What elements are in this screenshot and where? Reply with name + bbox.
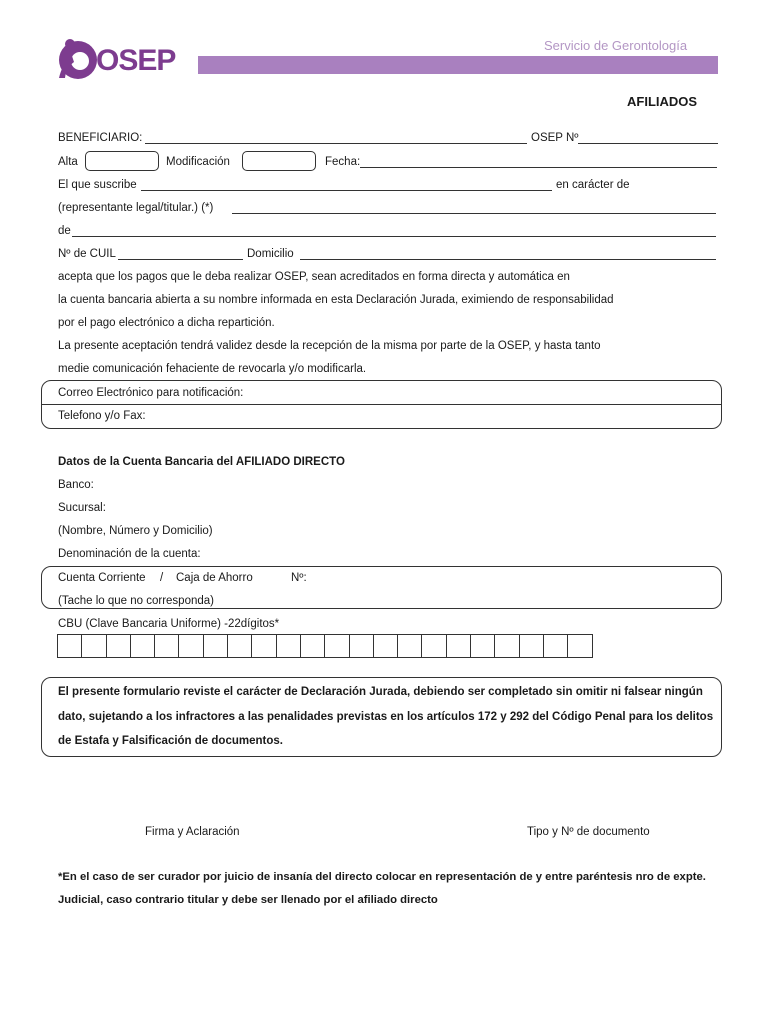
el-que-suscribe-field[interactable] xyxy=(141,190,552,191)
domicilio-label: Domicilio xyxy=(247,248,294,260)
footnote-line-1: *En el caso de ser curador por juicio de insanía del directo colocar en representación de y entre paréntesis nro de expte. xyxy=(58,871,706,883)
telefono-label: Telefono y/o Fax: xyxy=(58,410,146,422)
cbu-digit-cell[interactable] xyxy=(130,634,155,658)
osep-no-field[interactable] xyxy=(578,143,718,144)
paragraph-line-2: la cuenta bancaria abierta a su nombre informada en esta Declaración Jurada, eximiendo de responsabilidad xyxy=(58,294,614,306)
osep-no-label: OSEP Nº xyxy=(531,132,579,144)
representante-label: (representante legal/titular.) (*) xyxy=(58,202,214,214)
header-bar xyxy=(198,56,718,74)
cbu-digit-cell[interactable] xyxy=(154,634,179,658)
cbu-digit-cell[interactable] xyxy=(567,634,592,658)
nombre-numero-label: (Nombre, Número y Domicilio) xyxy=(58,525,213,537)
sucursal-label: Sucursal: xyxy=(58,502,106,514)
paragraph-line-5: medie comunicación fehaciente de revocarla y/o modificarla. xyxy=(58,363,367,375)
cbu-label: CBU (Clave Bancaria Uniforme) -22dígitos* xyxy=(58,618,280,630)
logo-text: OSEP xyxy=(96,44,176,77)
cbu-digit-cell[interactable] xyxy=(373,634,398,658)
paragraph-line-4: La presente aceptación tendrá validez desde la recepción de la misma por parte de la OSEP, y hasta tanto xyxy=(58,340,601,352)
cbu-digit-cell[interactable] xyxy=(421,634,446,658)
cbu-digit-cell[interactable] xyxy=(81,634,106,658)
de-label: de xyxy=(58,225,71,237)
account-no-label: Nº: xyxy=(291,572,307,584)
contact-divider xyxy=(42,404,721,405)
cbu-digit-cell[interactable] xyxy=(494,634,519,658)
cuil-field[interactable] xyxy=(118,259,243,260)
caja-ahorro-option[interactable]: Caja de Ahorro xyxy=(176,572,253,584)
service-name: Servicio de Gerontología xyxy=(544,38,688,53)
cbu-digit-cell[interactable] xyxy=(227,634,252,658)
bank-heading: Datos de la Cuenta Bancaria del AFILIADO DIRECTO xyxy=(58,456,345,468)
alta-label: Alta xyxy=(58,156,78,168)
section-title: AFILIADOS xyxy=(627,94,698,109)
fecha-label: Fecha: xyxy=(325,156,361,168)
el-que-suscribe-label: El que suscribe xyxy=(58,179,137,191)
denominacion-label: Denominación de la cuenta: xyxy=(58,548,201,560)
cbu-digit-cell[interactable] xyxy=(324,634,349,658)
correo-label: Correo Electrónico para notificación: xyxy=(58,387,244,399)
representante-field[interactable] xyxy=(232,213,716,214)
tache-note: (Tache lo que no corresponda) xyxy=(58,595,214,607)
modificacion-label: Modificación xyxy=(166,156,230,168)
cbu-digit-cell[interactable] xyxy=(106,634,131,658)
declaration-line-1: El presente formulario reviste el carácter de Declaración Jurada, debiendo ser completado sin omitir ni falsear ningún xyxy=(58,686,703,698)
cbu-grid[interactable] xyxy=(57,634,593,658)
domicilio-field[interactable] xyxy=(300,259,716,260)
tipo-documento-label: Tipo y Nº de documento xyxy=(527,826,650,838)
declaration-line-3: de Estafa y Falsificación de documentos. xyxy=(58,735,283,747)
cuenta-corriente-option[interactable]: Cuenta Corriente xyxy=(58,572,146,584)
cbu-digit-cell[interactable] xyxy=(203,634,228,658)
paragraph-line-1: acepta que los pagos que le deba realizar OSEP, sean acreditados en forma directa y automática en xyxy=(58,271,570,283)
cbu-digit-cell[interactable] xyxy=(543,634,568,658)
en-caracter-label: en carácter de xyxy=(556,179,630,191)
osep-logo-icon xyxy=(54,36,100,82)
cbu-digit-cell[interactable] xyxy=(349,634,374,658)
cbu-digit-cell[interactable] xyxy=(251,634,276,658)
cbu-digit-cell[interactable] xyxy=(300,634,325,658)
firma-label: Firma y Aclaración xyxy=(145,826,240,838)
cbu-digit-cell[interactable] xyxy=(397,634,422,658)
beneficiario-field[interactable] xyxy=(145,143,527,144)
footnote-line-2: Judicial, caso contrario titular y debe ser llenado por el afiliado directo xyxy=(58,894,438,906)
alta-box[interactable] xyxy=(85,151,159,171)
fecha-field[interactable] xyxy=(360,167,717,168)
cbu-digit-cell[interactable] xyxy=(446,634,471,658)
cbu-digit-cell[interactable] xyxy=(470,634,495,658)
modificacion-box[interactable] xyxy=(242,151,316,171)
de-field[interactable] xyxy=(72,236,716,237)
paragraph-line-3: por el pago electrónico a dicha repartición. xyxy=(58,317,275,329)
banco-label: Banco: xyxy=(58,479,94,491)
cuil-label: Nº de CUIL xyxy=(58,248,116,260)
declaration-line-2: dato, sujetando a los infractores a las penalidades previstas en los artículos 172 y 292 del Código Penal para los delitos xyxy=(58,711,714,723)
cbu-digit-cell[interactable] xyxy=(57,634,82,658)
cbu-digit-cell[interactable] xyxy=(276,634,301,658)
cbu-digit-cell[interactable] xyxy=(178,634,203,658)
slash-separator: / xyxy=(160,572,164,584)
beneficiario-label: BENEFICIARIO: xyxy=(58,132,143,144)
cbu-digit-cell[interactable] xyxy=(519,634,544,658)
